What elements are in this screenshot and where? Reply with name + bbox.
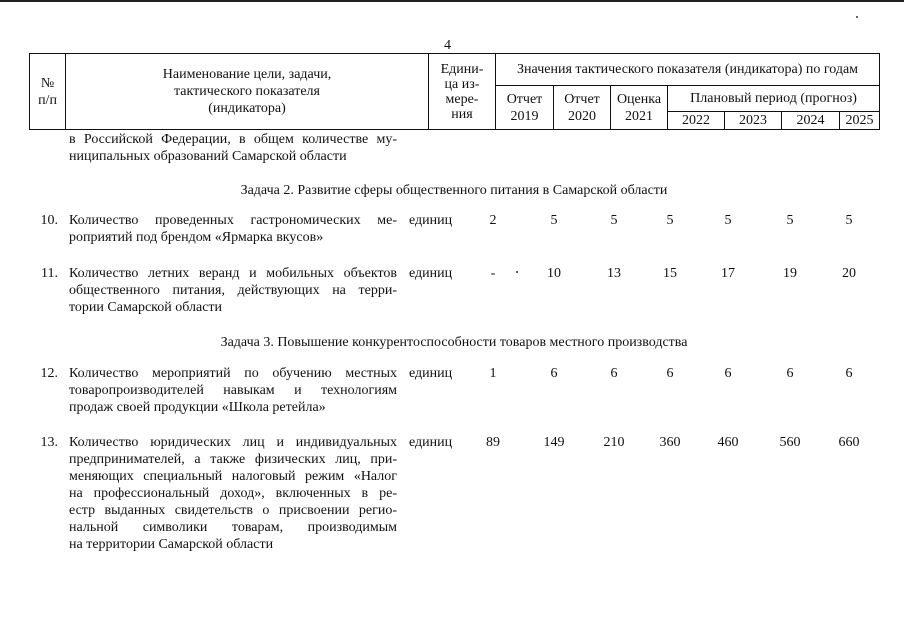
unit: единиц <box>409 366 453 381</box>
value-2023: 17 <box>721 266 735 281</box>
header-report-2020: Отчет 2020 <box>554 86 611 130</box>
header-year-2023: 2023 <box>725 112 782 130</box>
task-3-heading: Задача 3. Повышение конкурентоспособности товаров местного производства <box>220 335 688 350</box>
value-2023: 460 <box>717 435 739 450</box>
value-2020: 149 <box>543 435 565 450</box>
page-number: 4 <box>444 38 451 53</box>
scan-speck <box>856 16 858 18</box>
table-header <box>29 53 880 130</box>
value-2019: - <box>490 266 496 281</box>
header-unit-cell: Едини- ца из- мере- ния <box>429 54 496 130</box>
unit: единиц <box>409 266 453 281</box>
value-2021: 13 <box>607 266 621 281</box>
header-year-2024: 2024 <box>782 112 840 130</box>
scan-top-edge <box>0 0 904 2</box>
row-number: 11. <box>41 266 58 281</box>
value-2022: 6 <box>666 366 674 381</box>
row-number: 13. <box>40 435 58 450</box>
task-2-heading: Задача 2. Развитие сферы общественного питания в Самарской области <box>240 183 668 198</box>
value-2021: 210 <box>603 435 625 450</box>
header-estimate-2021: Оценка 2021 <box>611 86 668 130</box>
value-2022: 360 <box>659 435 681 450</box>
indicator-name: Количество мероприятий по обучению местных товаропроизводителей навыкам и технологиям продаж своей продукции «Школа ретейла» <box>69 366 397 415</box>
value-2022: 15 <box>663 266 677 281</box>
value-2020: 10 <box>547 266 561 281</box>
value-2024: 19 <box>783 266 797 281</box>
indicator-name: Количество проведенных гастрономических ме- роприятий под брендом «Ярмарка вкусов» <box>69 213 397 245</box>
indicator-name: Количество летних веранд и мобильных объектов общественного питания, действующих на терри- тории Самарской области <box>69 266 397 315</box>
value-2025: 6 <box>845 366 853 381</box>
header-report-2019: Отчет 2019 <box>496 86 554 130</box>
header-number-cell: № п/п <box>30 54 66 130</box>
row-number: 10. <box>40 213 58 228</box>
value-2024: 6 <box>786 366 794 381</box>
value-2023: 5 <box>724 213 732 228</box>
row-number: 12. <box>40 366 58 381</box>
header-year-2022: 2022 <box>668 112 725 130</box>
header-values-title: Значения тактического показателя (индикатора) по годам <box>496 54 880 86</box>
value-2025: 5 <box>845 213 853 228</box>
value-2024: 5 <box>786 213 794 228</box>
header-name-cell: Наименование цели, задачи, тактического показателя (индикатора) <box>66 54 429 130</box>
unit: единиц <box>409 435 453 450</box>
value-2019: 89 <box>486 435 500 450</box>
value-2020: 5 <box>550 213 558 228</box>
value-2021: 5 <box>610 213 618 228</box>
unit: единиц <box>409 213 453 228</box>
value-2022: 5 <box>666 213 674 228</box>
value-2021: 6 <box>610 366 618 381</box>
value-2024: 560 <box>779 435 801 450</box>
header-year-2025: 2025 <box>840 112 880 130</box>
value-2019: 2 <box>489 213 497 228</box>
value-2023: 6 <box>724 366 732 381</box>
value-2025: 660 <box>838 435 860 450</box>
indicator-name: Количество юридических лиц и индивидуальных предпринимателей, а также физических лиц, при- меняющих специальный налоговый режим «Налог на профессиональный доход», включенных в ре- естр выданных свидетельств о присвоении регио- нальной символики товарам, производимым на территории Самарской области <box>69 435 397 552</box>
value-2020: 6 <box>550 366 558 381</box>
header-plan-title: Плановый период (прогноз) <box>668 86 880 112</box>
value-2025: 20 <box>842 266 856 281</box>
value-2019: 1 <box>489 366 497 381</box>
